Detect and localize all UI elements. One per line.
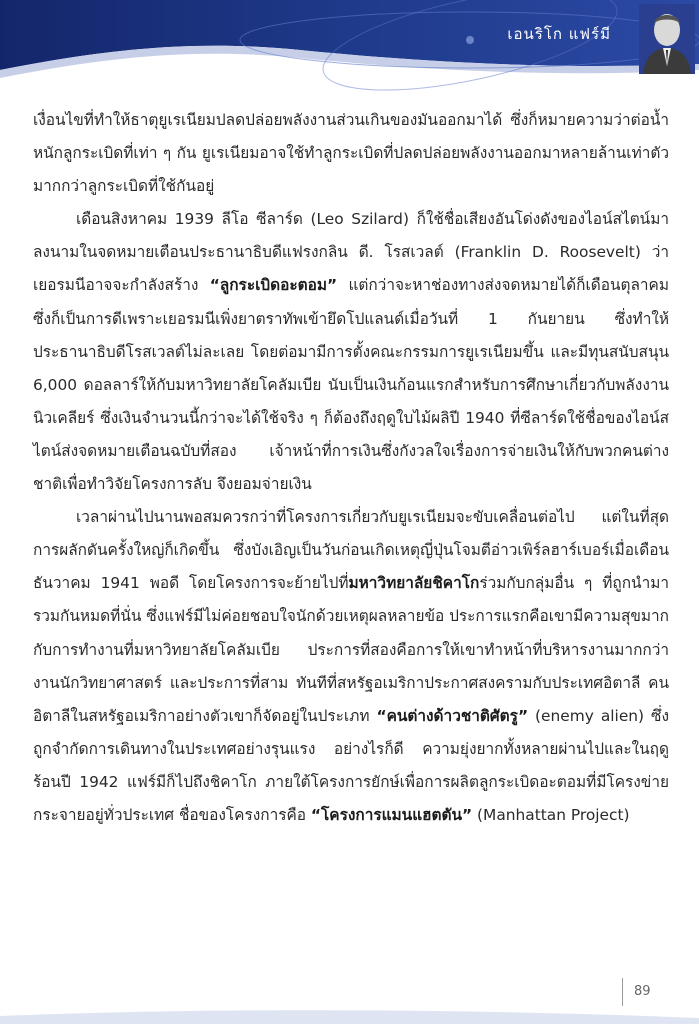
- paragraph: [33, 501, 669, 832]
- footer-band-graphic: [0, 1004, 699, 1024]
- text-run: เวลาผ่านไปนานพอสมควรกว่าที่โครงการเกี่ยวกับยูเรเนียมจะขับเคลื่อนต่อไป แต่ในที่สุดการผลักดันครั้งใหญ่ก็เกิดขึ้น ซึ่งบังเอิญเป็นวันก่อนเกิดเหตุญี่ปุ่นโจมตีอ่าวเพิร์ลฮาร์เบอร์เมื่อเดือนธันวาคม 1941 พอดี โดยโครงการจะย้ายไปที่: [33, 508, 669, 593]
- bold-text: “ลูกระเบิดอะตอม”: [209, 276, 338, 295]
- text-run: เดือนสิงหาคม 1939 ลีโอ ซีลาร์ด (Leo Szilard) ก็ใช้ชื่อเสียงอันโด่งดังของไอน์สไตน์มาลงนามในจดหมายเตือนประธานาธิบดีแฟรงกลิน ดี. โรสเวลต์ (Franklin D. Roosevelt) ว่าเยอรมนีอาจจะกำลังสร้าง: [33, 210, 669, 295]
- bold-text: “โครงการแมนแฮตตัน”: [310, 805, 473, 824]
- text-run: ร่วมกับกลุ่มอื่น ๆ ที่ถูกนำมารวมกันหมดที่นั่น ซึ่งแฟร์มีไม่ค่อยชอบใจนักด้วยเหตุผลหลายข้อ ประการแรกคือเขามีความสุขมากกับการทำงานที่มหาวิทยาลัยโคลัมเบีย ประการที่สองคือการให้เขาทำหน้าที่บริหารงานมากกว่างานนักวิทยาศาสตร์ และประการที่สาม ทันทีที่สหรัฐอเมริกาประกาศสงครามกับประเทศอิตาลี คนอิตาลีในสหรัฐอเมริกาอย่างตัวเขาก็จัดอยู่ในประเภท: [33, 574, 670, 725]
- paragraph: [33, 203, 669, 501]
- chapter-title: เอนริโก แฟร์มี: [507, 25, 611, 43]
- paragraph: [33, 104, 669, 203]
- header-band-graphic: [0, 0, 699, 92]
- article-body: [33, 104, 669, 832]
- bold-text: มหาวิทยาลัยชิคาโก: [348, 574, 480, 593]
- text-run: (enemy alien) ซึ่งถูกจำกัดการเดินทางในประเทศอย่างรุนแรง อย่างไรก็ดี ความยุ่งยากทั้งหลายผ่านไปและในฤดูร้อนปี 1942 แฟร์มีก็ไปถึงชิคาโก ภายใต้โครงการยักษ์เพื่อการผลิตลูกระเบิดอะตอมที่มีโครงข่ายกระจายอยู่ทั่วประเทศ ชื่อของโครงการคือ: [33, 706, 669, 824]
- page-header: [0, 0, 699, 92]
- page-number: 89: [634, 984, 651, 999]
- portrait-photo: [639, 4, 695, 74]
- bold-text: “คนต่างด้าวชาติศัตรู”: [376, 706, 529, 725]
- text-run: (Manhattan Project): [472, 805, 630, 824]
- text-run: แต่กว่าจะหาช่องทางส่งจดหมายได้ก็เดือนตุลาคม ซึ่งก็เป็นการดีเพราะเยอรมนีเพิ่งยาตราทัพเข้ายึดโปแลนด์เมื่อวันที่ 1 กันยายน ซึ่งทำให้ประธานาธิบดีโรสเวลต์ไม่ละเลย โดยต่อมามีการตั้งคณะกรรมการยูเรเนียมขึ้น และมีทุนสนับสนุน 6,000 ดอลลาร์ให้กับมหาวิทยาลัยโคลัมเบีย นับเป็นเงินก้อนแรกสำหรับการศึกษาเกี่ยวกับพลังงานนิวเคลียร์ ซึ่งเงินจำนวนนี้กว่าจะได้ใช้จริง ๆ ก็ต้องถึงฤดูใบไม้ผลิปี 1940 ที่ซีลาร์ดใช้ชื่อของไอน์สไตน์ส่งจดหมายเตือนฉบับที่สอง เจ้าหน้าที่การเงินซึ่งกังวลใจเรื่องการจ่ายเงินให้กับพวกคนต่างชาติเพื่อทำวิจัยโครงการลับ จึงยอมจ่ายเงิน: [33, 276, 669, 494]
- page-number-divider: [622, 978, 623, 1006]
- text-run: เงื่อนไขที่ทำให้ธาตุยูเรเนียมปลดปล่อยพลังงานส่วนเกินของมันออกมาได้ ซึ่งก็หมายความว่าต่อน้ำหนักลูกระเบิดที่เท่า ๆ กัน ยูเรเนียมอาจใช้ทำลูกระเบิดที่ปลดปล่อยพลังงานออกมาหลายล้านเท่าตัวมากกว่าลูกระเบิดที่ใช้กันอยู่: [33, 111, 669, 196]
